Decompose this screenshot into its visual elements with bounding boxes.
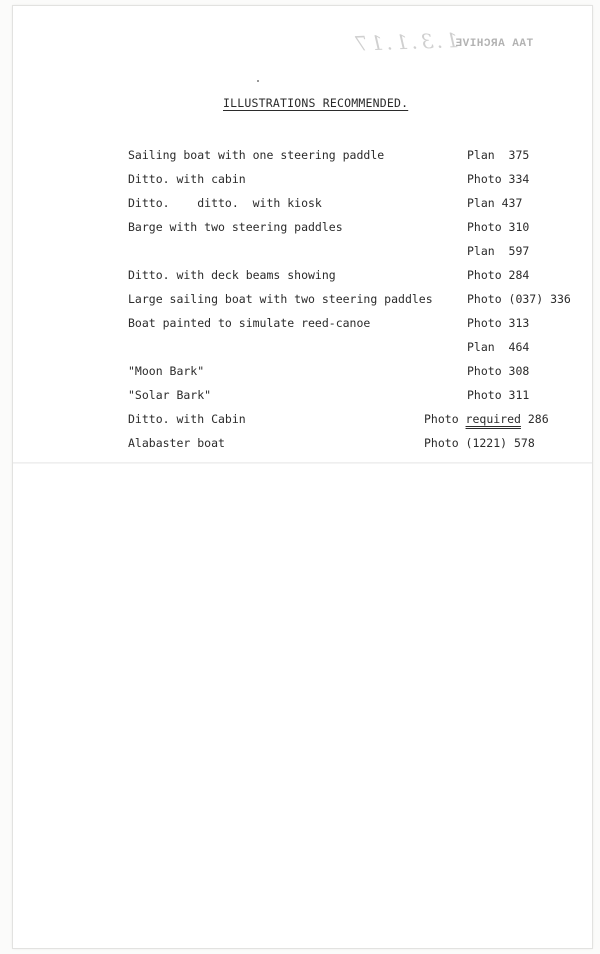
item-reference: Photo 334 <box>467 172 530 186</box>
item-description: Barge with two steering paddles <box>128 220 343 234</box>
list-item <box>0 316 600 334</box>
item-reference: Photo 308 <box>467 364 530 378</box>
list-item <box>0 436 600 454</box>
archive-stamp: TAA ARCHIVE <box>455 38 534 50</box>
list-item <box>0 196 600 214</box>
item-description: Large sailing boat with two steering paddles <box>128 292 433 306</box>
list-item <box>0 364 600 382</box>
item-reference: Photo 311 <box>467 388 530 402</box>
list-item <box>0 412 600 430</box>
item-reference: Plan 437 <box>467 196 523 210</box>
list-item <box>0 220 600 238</box>
item-description: Alabaster boat <box>128 436 225 450</box>
item-reference: Photo (037) 336 <box>467 292 571 306</box>
list-item <box>0 388 600 406</box>
item-description: Ditto. ditto. with kiosk <box>128 196 322 210</box>
fold-crease <box>13 462 592 464</box>
pencil-mark <box>257 80 259 82</box>
ref-suffix: 286 <box>520 412 549 426</box>
item-reference: Photo 310 <box>467 220 530 234</box>
item-reference: Plan 375 <box>467 148 530 162</box>
handwritten-date: 1.3.1.17 <box>351 28 460 56</box>
document-heading: ILLUSTRATIONS RECOMMENDED. <box>223 96 409 110</box>
item-description: Ditto. with Cabin <box>128 412 246 426</box>
item-description: Ditto. with cabin <box>128 172 246 186</box>
item-description: Sailing boat with one steering paddle <box>128 148 385 162</box>
item-reference: Plan 464 <box>467 340 530 354</box>
item-reference: Photo (1221) 578 <box>424 436 535 450</box>
list-item <box>0 340 600 358</box>
list-item <box>0 172 600 190</box>
item-reference <box>424 412 549 426</box>
ref-prefix: Photo <box>424 412 466 426</box>
list-item <box>0 268 600 286</box>
item-description: Ditto. with deck beams showing <box>128 268 336 282</box>
item-reference: Photo 284 <box>467 268 530 282</box>
item-reference: Plan 597 <box>467 244 530 258</box>
list-item <box>0 244 600 262</box>
item-reference: Photo 313 <box>467 316 530 330</box>
list-item <box>0 148 600 166</box>
item-description: "Solar Bark" <box>128 388 212 402</box>
item-description: Boat painted to simulate reed-canoe <box>128 316 371 330</box>
list-item <box>0 292 600 310</box>
item-description: "Moon Bark" <box>128 364 205 378</box>
ref-required-note: required <box>465 412 521 426</box>
